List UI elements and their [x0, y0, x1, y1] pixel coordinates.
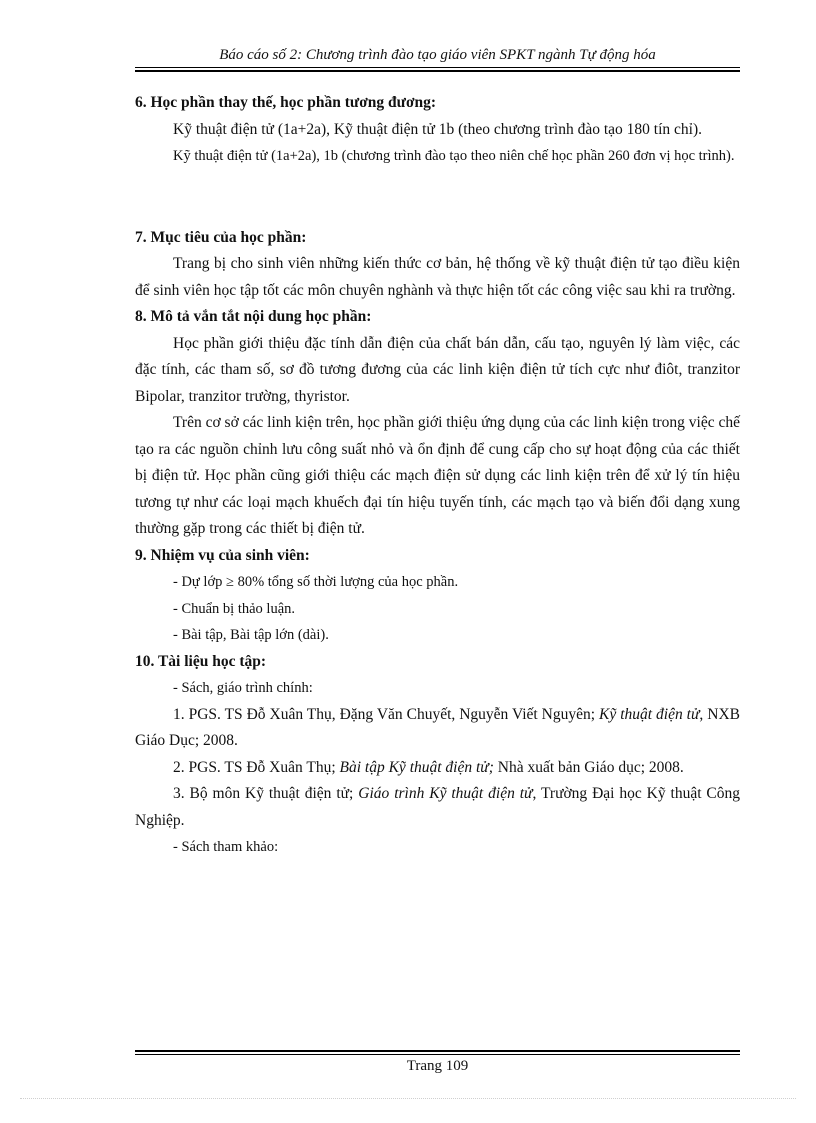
- page-content: [135, 90, 740, 861]
- section-8-heading: 8. Mô tả vắn tắt nội dung học phần:: [135, 308, 372, 325]
- section-6-para-2: Kỹ thuật điện tử (1a+2a), 1b (chương trình đào tạo theo niên chế học phần 260 đơn vị học trình).: [173, 148, 735, 164]
- section-8-para-2: Trên cơ sở các linh kiện trên, học phần giới thiệu ứng dụng của các linh kiện trong việc chế tạo ra các nguồn chỉnh lưu công suất nhỏ và ổn định để cung cấp cho sự hoạt động của các thiết bị điện tử. Học phần cũng giới thiệu các mạch điện sử dụng các linh kiện trên để xử lý tín hiệu tương tự như các loại mạch khuếch đại tín hiệu tuyến tính, các mạch tạo và biến đổi dạng xung thường gặp trong các thiết bị điện tử.: [135, 414, 741, 537]
- reference-1: [135, 702, 740, 755]
- section-7-para-1: Trang bị cho sinh viên những kiến thức cơ bản, hệ thống về kỹ thuật điện tử tạo điều kiện để sinh viên học tập tốt các môn chuyên nghành và thực hiện tốt các công việc sau khi ra trường.: [135, 255, 740, 299]
- reference-3-title: Giáo trình Kỹ thuật điện tử: [358, 785, 533, 802]
- section-7-heading: 7. Mục tiêu của học phần:: [135, 228, 307, 246]
- section-10-heading: 10. Tài liệu học tập:: [135, 652, 267, 670]
- spacer: [135, 170, 740, 225]
- section-6-para-1: Kỹ thuật điện tử (1a+2a), Kỹ thuật điện tử 1b (theo chương trình đào tạo 180 tín chỉ).: [173, 120, 702, 138]
- reference-2-suffix: Nhà xuất bản Giáo dục; 2008.: [493, 758, 684, 776]
- page-number: Trang 109: [406, 1058, 469, 1074]
- main-books-label: - Sách, giáo trình chính:: [173, 680, 313, 696]
- running-header: Báo cáo số 2: Chương trình đào tạo giáo viên SPKT ngành Tự động hóa: [219, 47, 656, 63]
- section-6-heading: 6. Học phần thay thế, học phần tương đương:: [135, 94, 437, 111]
- reference-3-prefix: 3. Bộ môn Kỹ thuật điện tử;: [173, 785, 359, 802]
- section-9-item-1: - Dự lớp ≥ 80% tổng số thời lượng của học phần.: [173, 574, 459, 590]
- reference-3-suffix: , Trường Đại học Kỹ thuật Công Nghiệp.: [135, 785, 741, 829]
- reference-1-prefix: 1. PGS. TS Đỗ Xuân Thụ, Đặng Văn Chuyết, Nguyễn Viết Nguyên;: [173, 705, 600, 723]
- reference-2-title: Bài tập Kỹ thuật điện tử;: [339, 758, 494, 776]
- footer-rule: [135, 1050, 740, 1055]
- reference-3: [135, 781, 740, 834]
- extra-books-label: - Sách tham khảo:: [173, 839, 279, 855]
- section-9-item-2: - Chuẩn bị thảo luận.: [173, 600, 296, 617]
- section-9-heading: 9. Nhiệm vụ của sinh viên:: [135, 546, 310, 564]
- reference-2-prefix: 2. PGS. TS Đỗ Xuân Thụ;: [173, 758, 340, 776]
- reference-2: [135, 755, 740, 782]
- reference-1-suffix: , NXB Giáo Dục; 2008.: [135, 705, 740, 749]
- reference-1-title: Kỹ thuật điện tử: [599, 705, 700, 723]
- page-edge-dots: [20, 1098, 796, 1099]
- section-8-para-1: Học phần giới thiệu đặc tính dẫn điện của chất bán dẫn, cấu tạo, nguyên lý làm việc, các đặc tính, các tham số, sơ đồ tương đương của các linh kiện điện tử tích cực như điôt, tranzitor Bipolar, tranzitor trường, thyristor.: [135, 334, 740, 405]
- section-9-item-3: - Bài tập, Bài tập lớn (dài).: [173, 627, 329, 643]
- header-rule: [135, 67, 740, 72]
